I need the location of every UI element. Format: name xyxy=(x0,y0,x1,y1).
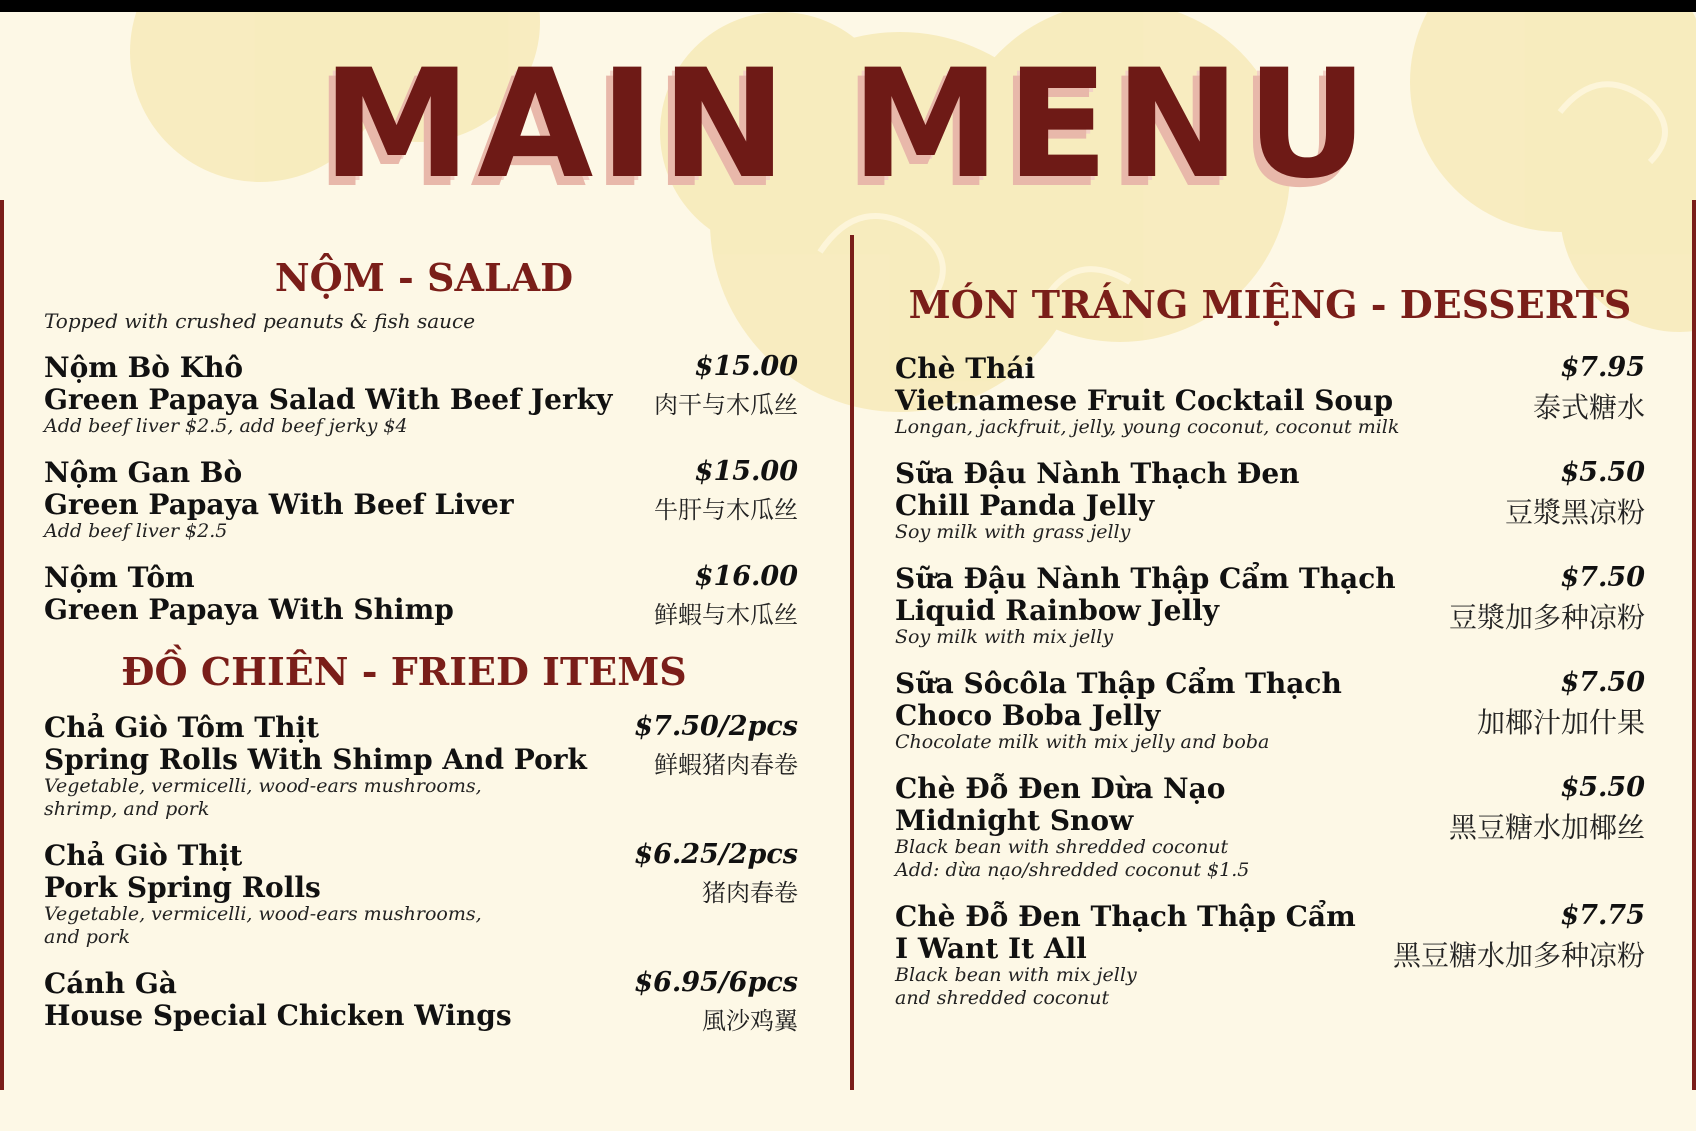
item-english-name: Green Papaya With Shimp xyxy=(44,592,454,626)
item-chinese-name: 鲜蝦与木瓜丝 xyxy=(654,600,798,629)
salad-section-note: Topped with crushed peanuts & fish sauce xyxy=(44,308,476,333)
item-vietnamese-name: Sữa Sôcôla Thập Cẩm Thạch xyxy=(895,666,1342,700)
item-price: $5.50 xyxy=(1560,771,1645,803)
item-price: $7.50 xyxy=(1560,561,1645,593)
item-english-name: Green Papaya Salad With Beef Jerky xyxy=(44,382,613,416)
item-description: Black bean with shredded coconut xyxy=(895,835,1229,858)
desserts-section-title: MÓN TRÁNG MIỆNG - DESSERTS xyxy=(908,282,1632,327)
item-chinese-name: 風沙鸡翼 xyxy=(702,1006,798,1035)
item-english-name: Chill Panda Jelly xyxy=(895,488,1155,522)
item-vietnamese-name: Nộm Gan Bò xyxy=(44,455,243,489)
item-english-name: Choco Boba Jelly xyxy=(895,698,1161,732)
item-chinese-name: 加椰汁加什果 xyxy=(1476,705,1645,739)
item-english-name: Midnight Snow xyxy=(895,803,1134,837)
item-vietnamese-name: Nộm Tôm xyxy=(44,560,195,594)
item-description: Soy milk with mix jelly xyxy=(895,625,1114,648)
right-column xyxy=(895,284,1645,1010)
item-vietnamese-name: Nộm Bò Khô xyxy=(44,350,244,384)
item-description: Chocolate milk with mix jelly and boba xyxy=(895,730,1270,753)
menu-item xyxy=(44,560,798,629)
item-chinese-name: 猪肉春卷 xyxy=(702,878,798,907)
item-description: Vegetable, vermicelli, wood-ears mushrooms, xyxy=(44,902,482,925)
center-divider xyxy=(850,235,854,1090)
menu-item xyxy=(44,351,798,438)
menu-item xyxy=(44,711,798,821)
item-description: Black bean with mix jelly xyxy=(895,963,1137,986)
item-description-cont: and pork xyxy=(44,925,130,948)
menu-item xyxy=(895,457,1645,544)
item-price: $5.50 xyxy=(1560,456,1645,488)
salad-section-title: NỘM - SALAD xyxy=(274,255,574,300)
item-chinese-name: 黑豆糖水加椰丝 xyxy=(1448,810,1645,844)
item-vietnamese-name: Chè Thái xyxy=(895,351,1036,385)
menu-item xyxy=(44,966,798,1035)
item-vietnamese-name: Sữa Đậu Nành Thập Cẩm Thạch xyxy=(895,561,1396,595)
item-english-name: Pork Spring Rolls xyxy=(44,870,321,904)
menu-item xyxy=(895,667,1645,754)
item-description: Add beef liver $2.5, add beef jerky $4 xyxy=(44,414,408,437)
menu-item xyxy=(895,562,1645,649)
item-chinese-name: 泰式糖水 xyxy=(1532,390,1645,424)
item-english-name: Vietnamese Fruit Cocktail Soup xyxy=(895,383,1394,417)
left-column xyxy=(44,255,798,1035)
menu-item xyxy=(44,456,798,543)
item-price: $7.75 xyxy=(1560,899,1645,931)
item-vietnamese-name: Chè Đỗ Đen Thạch Thập Cẩm xyxy=(895,899,1356,933)
menu-item xyxy=(44,839,798,949)
item-description-cont: Add: dừa nạo/shredded coconut $1.5 xyxy=(895,858,1250,881)
item-english-name: Green Papaya With Beef Liver xyxy=(44,487,514,521)
item-price: $7.50/2pcs xyxy=(634,710,798,742)
item-vietnamese-name: Chè Đỗ Đen Dừa Nạo xyxy=(895,771,1226,805)
item-english-name: I Want It All xyxy=(895,931,1087,965)
item-price: $16.00 xyxy=(694,560,798,592)
item-price: $15.00 xyxy=(694,455,798,487)
menu-item xyxy=(895,772,1645,882)
menu-board xyxy=(0,12,1696,1131)
item-price: $6.25/2pcs xyxy=(634,838,798,870)
item-price: $6.95/6pcs xyxy=(634,966,798,998)
item-price: $7.50 xyxy=(1560,666,1645,698)
item-vietnamese-name: Sữa Đậu Nành Thạch Đen xyxy=(895,456,1300,490)
item-description: Vegetable, vermicelli, wood-ears mushrooms, xyxy=(44,774,482,797)
left-edge-divider xyxy=(0,200,4,1090)
item-vietnamese-name: Chả Giò Tôm Thịt xyxy=(44,710,320,744)
fried-section-title: ĐỒ CHIÊN - FRIED ITEMS xyxy=(121,648,687,694)
item-chinese-name: 豆漿加多种凉粉 xyxy=(1448,600,1645,634)
item-vietnamese-name: Cánh Gà xyxy=(44,966,177,1000)
right-edge-divider xyxy=(1692,200,1696,1090)
item-chinese-name: 鲜蝦猪肉春卷 xyxy=(654,750,798,779)
item-description-cont: and shredded coconut xyxy=(895,986,1110,1009)
item-english-name: Spring Rolls With Shimp And Pork xyxy=(44,742,587,776)
item-chinese-name: 牛肝与木瓜丝 xyxy=(654,495,798,524)
item-english-name: Liquid Rainbow Jelly xyxy=(895,593,1219,627)
item-chinese-name: 黑豆糖水加多种凉粉 xyxy=(1392,938,1645,972)
item-chinese-name: 豆漿黑凉粉 xyxy=(1504,495,1645,529)
menu-item xyxy=(895,352,1645,439)
item-price: $15.00 xyxy=(694,350,798,382)
page-title: MAIN MENU xyxy=(322,38,1374,212)
item-chinese-name: 肉干与木瓜丝 xyxy=(654,390,798,419)
item-description: Add beef liver $2.5 xyxy=(44,519,228,542)
item-description-cont: shrimp, and pork xyxy=(44,797,210,820)
item-vietnamese-name: Chả Giò Thịt xyxy=(44,838,243,872)
item-description: Longan, jackfruit, jelly, young coconut, coconut milk xyxy=(895,415,1400,438)
item-description: Soy milk with grass jelly xyxy=(895,520,1131,543)
item-price: $7.95 xyxy=(1560,351,1645,383)
menu-item xyxy=(895,900,1645,1010)
item-english-name: House Special Chicken Wings xyxy=(44,998,512,1032)
